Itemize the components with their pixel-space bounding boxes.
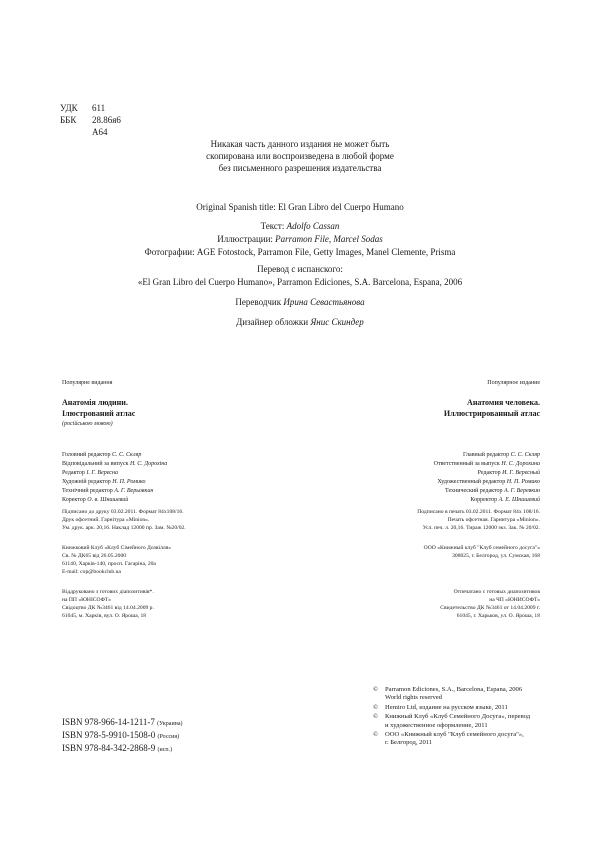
credit-text-line xyxy=(0,220,600,233)
print-info-line: Ум. друк. арк. 20,16. Наклад 12000 пр. Зам. №20/02. xyxy=(62,525,186,531)
credit-text-value: Adolfo Cassan xyxy=(286,221,340,231)
left-staff-item xyxy=(62,469,167,478)
staff-role: Ответственный за выпуск xyxy=(433,461,500,467)
translation-block xyxy=(0,263,600,289)
credit-illus-label: Иллюстрации: xyxy=(217,234,273,244)
printer-line: Віддруковано з готових діапозитивів*. xyxy=(62,589,154,595)
print-info-line: Подписано в печать 03.02.2011. Формат 84х 108/16. xyxy=(417,509,540,515)
staff-role: Корректор xyxy=(470,497,498,503)
right-staff-item xyxy=(330,460,540,469)
right-title-line1: Анатомия человека. xyxy=(467,398,540,407)
copyright-symbol: © xyxy=(373,686,379,693)
isbn-number: ISBN 978-84-342-2868-9 xyxy=(62,743,156,753)
udk-label: УДК xyxy=(60,103,78,113)
left-printer xyxy=(62,588,154,620)
left-staff-item xyxy=(62,496,167,505)
right-staff-item xyxy=(330,496,540,505)
staff-role: Художественный редактор xyxy=(437,479,506,485)
publisher-line: E-mail: cop@bookclub.ua xyxy=(62,569,121,575)
staff-role: Главный редактор xyxy=(463,452,510,458)
translator-line xyxy=(0,297,600,308)
rights-line: Parramon Ediciones, S.A., Barcelona, Espana, 2006 xyxy=(385,686,523,693)
staff-name: С. С. Скляр xyxy=(510,452,540,458)
print-info-line: Підписано до друку 03.02.2011. Формат 84х108/16. xyxy=(62,509,184,515)
right-staff-item xyxy=(330,451,540,460)
print-info-line: Усл. печ. л. 20,16. Тираж 12000 экз. Зак. № 20/02. xyxy=(422,525,540,531)
isbn-region: (исп.) xyxy=(157,747,173,753)
translator-label: Переводчик xyxy=(235,297,282,307)
staff-name: О. в. Шнишевий xyxy=(87,497,129,503)
staff-role: Редактор xyxy=(62,470,85,476)
left-series-label: Популярне видання xyxy=(62,380,113,386)
isbn-number: ISBN 978-5-9910-1508-0 xyxy=(62,730,156,740)
copyright-symbol: © xyxy=(373,731,379,739)
isbn-line xyxy=(62,742,183,755)
publisher-line: Св. № ДК65 від 26.05.2000 xyxy=(62,553,127,559)
copyright-symbol: © xyxy=(373,703,379,711)
printer-line: Отпечатано с готовых диапозитивов xyxy=(453,589,540,595)
staff-name: Н. П. Ромико xyxy=(112,479,146,485)
designer-name: Янис Скиндер xyxy=(310,317,364,327)
rights-line: Книжный Клуб «Клуб Семейного Досуга», перевод xyxy=(385,713,531,721)
staff-role: Технічний редактор xyxy=(62,488,113,494)
staff-role: Коректор xyxy=(62,497,86,503)
staff-name: А. Е. Шнишевий xyxy=(498,497,540,503)
copyright-notice-line: Никакая часть данного издания не может быть xyxy=(210,139,390,149)
isbn-block xyxy=(62,716,183,755)
staff-name: А. Г. Веревкин xyxy=(503,488,540,494)
left-staff-list xyxy=(62,451,167,505)
staff-name: Н. С. Дорохина xyxy=(501,461,540,467)
designer-line xyxy=(0,317,600,328)
bbk-label: ББК xyxy=(60,115,77,125)
rights-item xyxy=(373,731,530,748)
publisher-line: Книжковий Клуб «Клуб Сімейного Дозвілля» xyxy=(62,545,172,551)
staff-name: І. Г. Вересна xyxy=(86,470,118,476)
left-staff-item xyxy=(62,487,167,496)
rights-line: World rights reserved xyxy=(385,694,442,702)
left-print-info xyxy=(62,508,186,532)
right-printer xyxy=(330,588,540,620)
left-lang-note: (російською мовою) xyxy=(62,421,113,427)
rights-block xyxy=(373,686,530,748)
staff-name: Н. П. Ромико xyxy=(506,479,540,485)
rights-item xyxy=(373,713,530,730)
right-staff-item xyxy=(330,469,540,478)
translator-name: Ирина Севастьянова xyxy=(283,297,365,307)
copyright-notice xyxy=(0,138,600,174)
copyright-notice-line: без письменного разрешения издательства xyxy=(218,163,382,173)
print-info-line: Печать офсетная. Гарнитура «Minion». xyxy=(447,517,540,523)
printer-line: Свідоцтво ДК №3461 від 14.04.2009 р. xyxy=(62,605,154,611)
right-series-label: Популярное издание xyxy=(487,380,540,386)
isbn-line xyxy=(62,729,183,742)
udk-value: 611 xyxy=(92,103,106,113)
left-title-line2: Ілюстрований атлас xyxy=(62,409,136,418)
rights-line: Hemiro Ltd, издание на русском языке, 2011 xyxy=(385,703,508,711)
staff-name: А. Г. Верьовкин xyxy=(114,488,154,494)
isbn-region: (Россия) xyxy=(157,734,180,740)
staff-name: И. Г. Вересный xyxy=(502,470,540,476)
staff-role: Редактор xyxy=(477,470,501,476)
printer-line: 61045, г. Харьков, ул. О. Яроша, 18 xyxy=(456,613,540,619)
staff-name: Н. С. Дорохіна xyxy=(129,461,168,467)
right-print-info xyxy=(330,508,540,532)
left-staff-item xyxy=(62,478,167,487)
right-title-block xyxy=(330,397,540,419)
left-staff-item xyxy=(62,460,167,469)
copyright-symbol: © xyxy=(373,713,379,721)
publisher-line: ООО «Книжный клуб "Клуб семейного досуга"» xyxy=(423,545,540,551)
print-info-line: Друк офсетний. Гарнітура «Minion». xyxy=(62,517,150,523)
left-publisher xyxy=(62,544,171,576)
rights-line: г. Белгород, 2011 xyxy=(385,739,433,747)
credits-block xyxy=(0,220,600,259)
credit-text-label: Текст: xyxy=(260,221,285,231)
staff-name: С. С. Скляр xyxy=(112,452,142,458)
right-staff-list xyxy=(330,451,540,505)
printer-line: на ПП «ЮНІСОФТ» xyxy=(62,597,111,603)
rights-line: и художественное оформление, 2011 xyxy=(385,721,488,729)
designer-label: Дизайнер обложки xyxy=(236,317,309,327)
right-publisher xyxy=(330,544,540,560)
printer-line: 61045, м. Харків, вул. О. Ярoша, 18 xyxy=(62,613,147,619)
copyright-notice-line: скопирована или воспроизведена в любой форме xyxy=(206,151,394,161)
right-staff-item xyxy=(330,478,540,487)
publisher-line: 61140, Харків-140, просп. Гагаріна, 20а xyxy=(62,561,156,567)
left-title-line1: Анатомiя людини. xyxy=(62,398,128,407)
printer-line: Свидетельство ДК №3461 от 14.04.2009 г. xyxy=(440,605,540,611)
rights-item xyxy=(373,686,530,703)
staff-role: Головний редактор xyxy=(62,452,111,458)
rights-line: ООО «Книжный клуб "Клуб семейного досуга"», xyxy=(385,731,524,739)
left-staff-item xyxy=(62,451,167,460)
rights-item xyxy=(373,704,530,712)
isbn-region: (Украина) xyxy=(157,721,183,727)
original-title: Original Spanish title: El Gran Libro del Cuerpo Humano xyxy=(196,202,404,212)
credit-illus-line xyxy=(0,233,600,246)
credit-illus-value: Parramon File, Marcel Sodas xyxy=(275,234,383,244)
staff-role: Технический редактор xyxy=(445,488,503,494)
left-title-block xyxy=(62,397,135,428)
classification-block xyxy=(60,102,121,138)
right-staff-item xyxy=(330,487,540,496)
isbn-line xyxy=(62,716,183,729)
isbn-number: ISBN 978-966-14-1211-7 xyxy=(62,717,155,727)
credit-photo-line: Фотографии: AGE Fotostock, Parramon File, Getty Images, Manel Clemente, Prisma xyxy=(144,247,456,257)
bbk-value: 28.86я6 xyxy=(92,115,121,125)
translation-heading: Перевод с испанского: xyxy=(257,264,343,274)
publisher-line: 308025, г. Белгород, ул. Сумская, 168 xyxy=(452,553,540,559)
printer-line: на ЧП «ЮНИСОФТ» xyxy=(489,597,540,603)
author-mark: А64 xyxy=(92,127,108,137)
right-title-line2: Иллюстрированный атлас xyxy=(443,409,540,418)
staff-role: Відповідальний за випуск xyxy=(62,461,129,467)
translation-source: «El Gran Libro del Cuerpo Humano», Parramon Ediciones, S.A. Barcelona, Espana, 2006 xyxy=(137,277,463,287)
staff-role: Художній редактор xyxy=(62,479,111,485)
